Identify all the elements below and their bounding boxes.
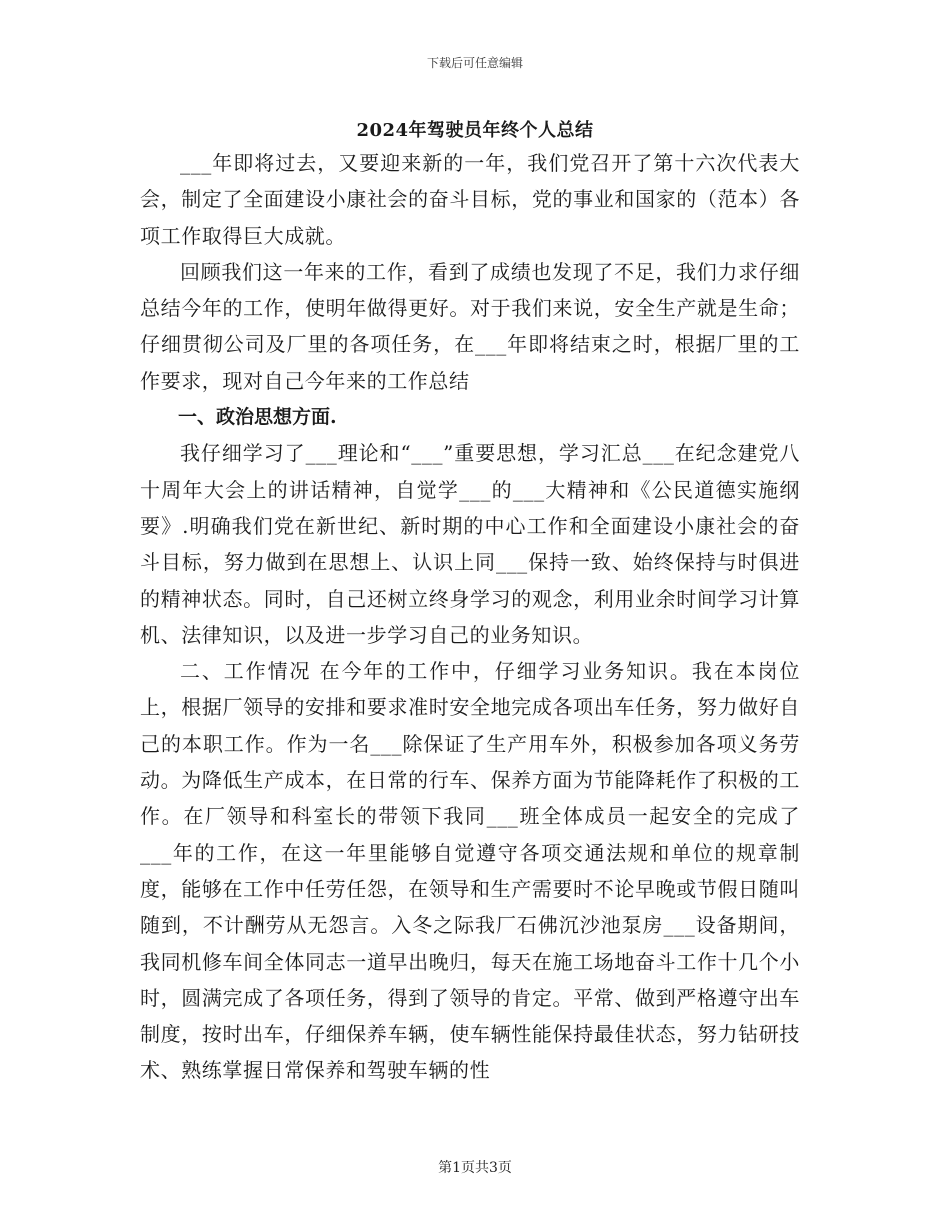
paragraph-intro: ___年即将过去，又要迎来新的一年，我们党召开了第十六次代表大会，制定了全面建设小康社会的奋斗目标，党的事业和国家的（范本）各项工作取得巨大成就。 <box>140 151 800 248</box>
header-note: 下载后可任意编辑 <box>426 56 523 70</box>
section-heading-political: 一、政治思想方面. <box>178 406 337 429</box>
document-title: 2024年驾驶员年终个人总结 <box>356 120 594 141</box>
page-number: 第1页共3页 <box>438 1160 512 1176</box>
paragraph-review: 回顾我们这一年来的工作，看到了成绩也发现了不足，我们力求仔细总结今年的工作，使明年做得更好。对于我们来说，安全生产就是生命；仔细贯彻公司及厂里的各项任务，在___年即将结束之时，根据厂里的工作要求，现对自己今年来的工作总结 <box>140 259 800 393</box>
paragraph-work: 二、工作情况 在今年的工作中，仔细学习业务知识。我在本岗位上，根据厂领导的安排和要求准时安全地完成各项出车任务，努力做好自己的本职工作。作为一名___除保证了生产用车外，积极参加各项义务劳动。为降低生产成本，在日常的行车、保养方面为节能降耗作了积极的工作。在厂领导和科室长的带领下我同___班全体成员一起安全的完成了___年的工作，在这一年里能够自觉遵守各项交通法规和单位的规章制度，能够在工作中任劳任怨，在领导和生产需要时不论早晚或节假日随叫随到，不计酬劳从无怨言。入冬之际我厂石佛沉沙池泵房___设备期间，我同机修车间全体同志一道早出晚归，每天在施工场地奋斗工作十几个小时，圆满完成了各项任务，得到了领导的肯定。平常、做到严格遵守出车制度，按时出车，仔细保养车辆，使车辆性能保持最佳状态，努力钻研技术、熟练掌握日常保养和驾驶车辆的性 <box>140 659 800 1083</box>
document-body <box>140 145 800 1089</box>
paragraph-political: 我仔细学习了___理论和“___”重要思想，学习汇总___在纪念建党八十周年大会上的讲话精神，自觉学___的___大精神和《公民道德实施纲要》.明确我们党在新世纪、新时期的中心工作和全面建设小康社会的奋斗目标，努力做到在思想上、认识上同___保持一致、始终保持与时俱进的精神状态。同时，自己还树立终身学习的观念，利用业余时间学习计算机、法律知识，以及进一步学习自己的业务知识。 <box>140 441 800 647</box>
